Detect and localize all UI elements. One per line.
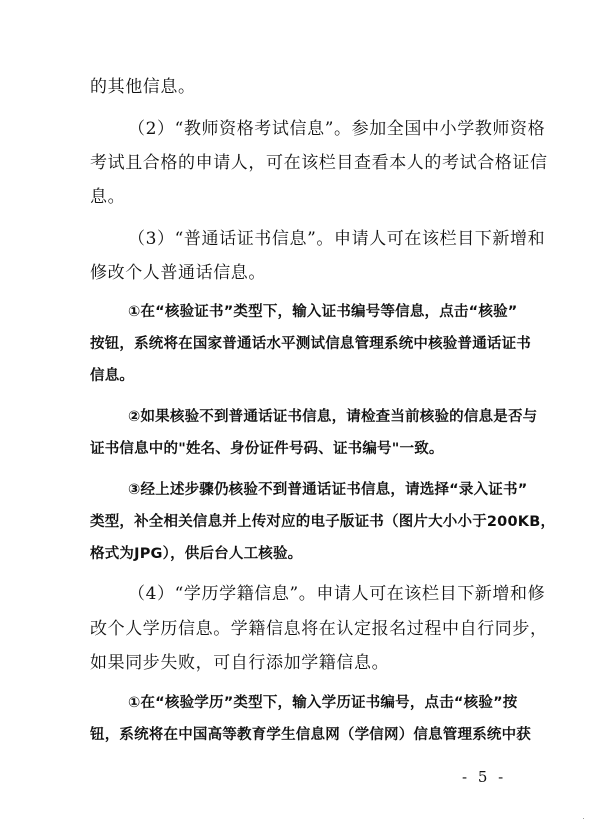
text-line-19: 钮，系统将在中国高等教育学生信息网（学信网）信息管理系统中获: [90, 727, 531, 743]
text-line-13: 类型，补全相关信息并上传对应的电子版证书（图片大小小于200KB，: [90, 514, 556, 530]
text-line-2: （2）“教师资格考试信息”。参加全国中小学教师资格: [128, 119, 546, 139]
text-line-7: ①在“核验证书”类型下，输入证书编号等信息，点击“核验”: [128, 304, 518, 320]
text-line-5: （3）“普通话证书信息”。申请人可在该栏目下新增和: [128, 229, 546, 249]
text-line-18: ①在“核验学历”类型下，输入学历证书编号，点击“核验”按: [128, 695, 518, 711]
text-line-14: 格式为JPG），供后台人工核验。: [90, 546, 303, 562]
text-line-8: 按钮，系统将在国家普通话水平测试信息管理系统中核验普通话证书: [90, 336, 531, 352]
text-line-6: 修改个人普通话信息。: [90, 263, 266, 283]
text-line-15: （4）“学历学籍信息”。申请人可在该栏目下新增和修: [128, 584, 546, 604]
text-line-16: 改个人学历信息。学籍信息将在认定报名过程中自行同步，: [90, 619, 548, 639]
text-line-1: 的其他信息。: [90, 77, 196, 97]
text-line-10: ②如果核验不到普通话证书信息，请检查当前核验的信息是否与: [128, 409, 538, 425]
text-line-3: 考试且合格的申请人，可在该栏目查看本人的考试合格证信: [90, 153, 548, 173]
text-line-9: 信息。: [90, 368, 135, 384]
scan-speck: [583, 818, 584, 819]
text-line-4: 息。: [90, 187, 126, 207]
text-line-17: 如果同步失败，可自行添加学籍信息。: [90, 653, 390, 673]
page-number: - 5 -: [462, 768, 507, 786]
text-line-12: ③经上述步骤仍核验不到普通话证书信息，请选择“录入证书”: [128, 482, 528, 498]
text-line-11: 证书信息中的"姓名、身份证件号码、证书编号"一致。: [90, 441, 444, 457]
